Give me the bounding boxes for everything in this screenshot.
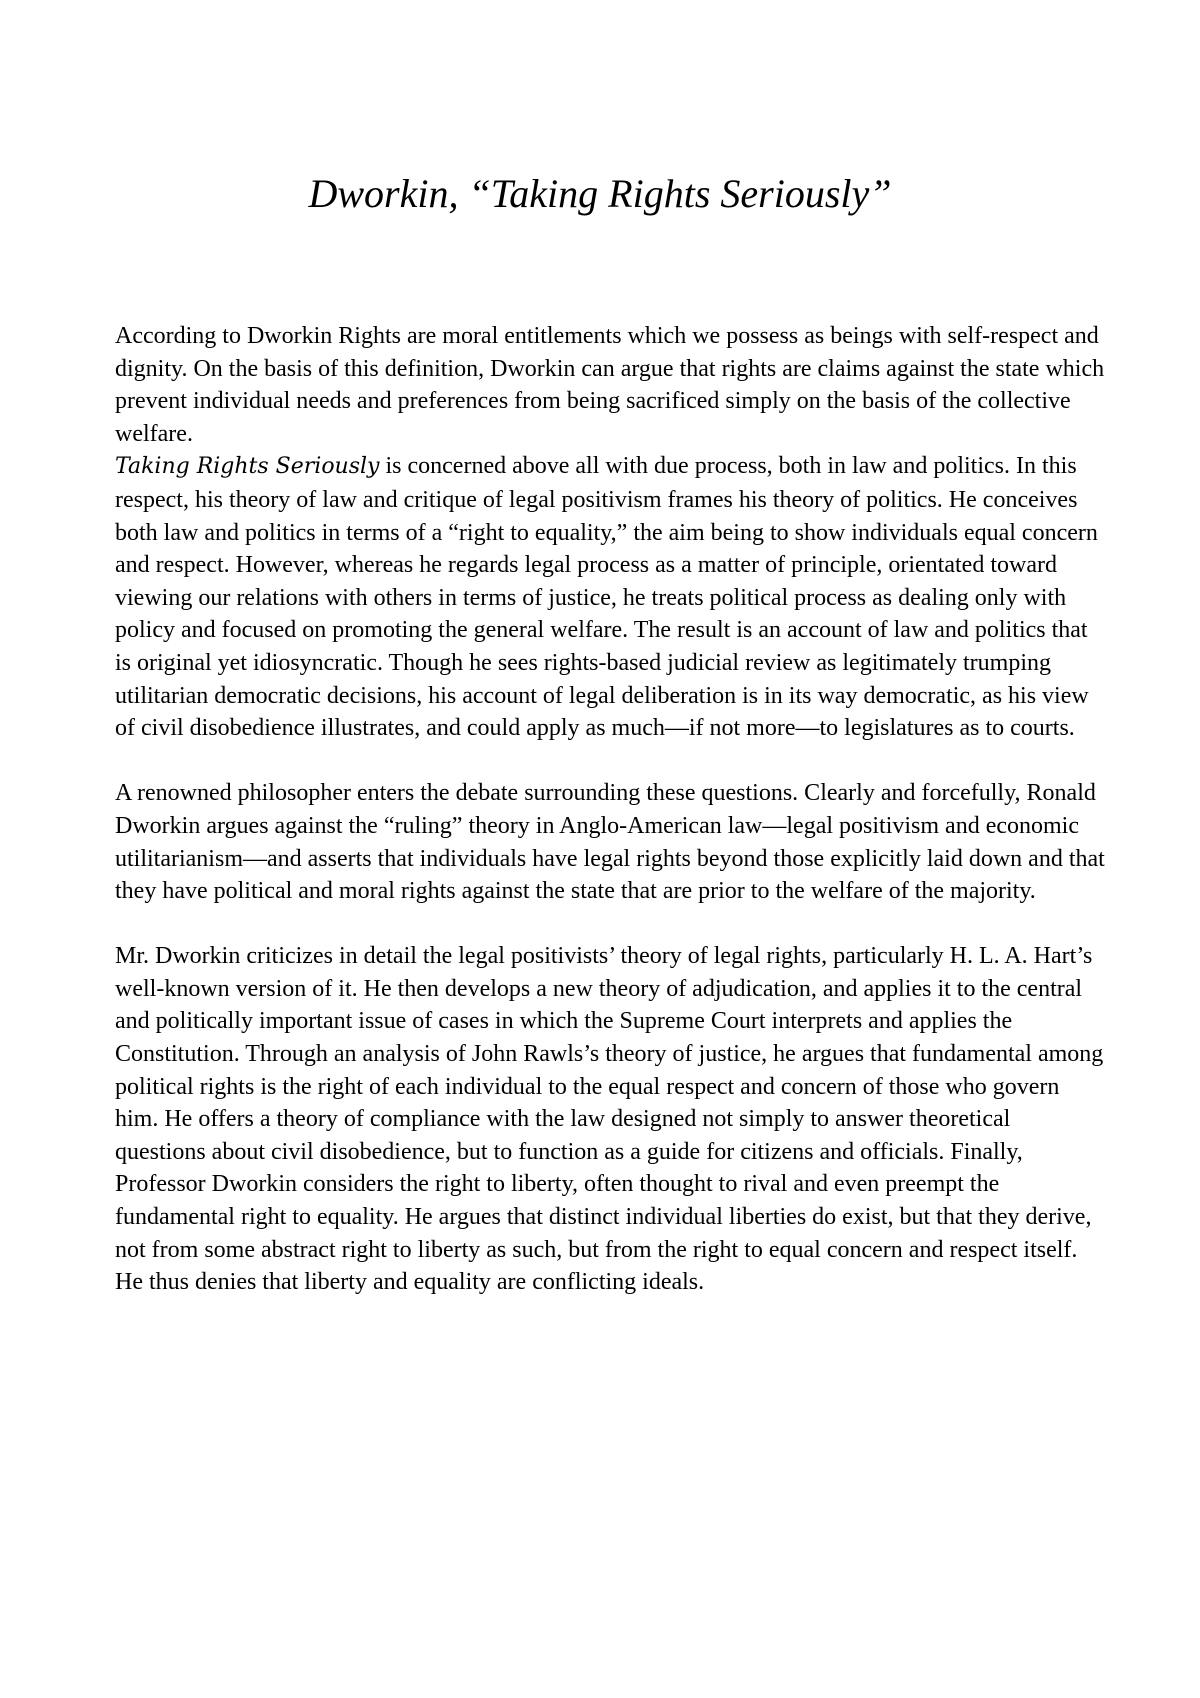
paragraph-2 — [115, 450, 1105, 744]
paragraph-2-text: is concerned above all with due process, both in law and politics. In this respect, his theory of law and critique of legal positivism frames his theory of politics. He conceives both law and politics in terms of a “right to equality,” the aim being to show individuals equal concern and respect. However, whereas he regards legal process as a matter of principle, orientated toward viewing our relations with others in terms of justice, he treats political process as dealing only with policy and focused on promoting the general welfare. The result is an account of law and politics that is original yet idiosyncratic. Though he sees rights-based judicial review as legitimately trumping utilitarian democratic decisions, his account of legal deliberation is in its way democratic, as his view of civil disobedience illustrates, and could apply as much—if not more—to legislatures as to courts. — [115, 453, 1098, 742]
paragraph-4: Mr. Dworkin criticizes in detail the legal positivists’ theory of legal rights, particularly H. L. A. Hart’s well-known version of it. He then develops a new theory of adjudication, and applies it to the central and politically important issue of cases in which the Supreme Court interprets and applies the Constitution. Through an analysis of John Rawls’s theory of justice, he argues that fundamental among political rights is the right of each individual to the equal respect and concern of those who govern him. He offers a theory of compliance with the law designed not simply to answer theoretical questions about civil disobedience, but to function as a guide for citizens and officials. Finally, Professor Dworkin considers the right to liberty, often thought to rival and even preempt the fundamental right to equality. He argues that distinct individual liberties do exist, but that they derive, not from some abstract right to liberty as such, but from the right to equal concern and respect itself. He thus denies that liberty and equality are conflicting ideals. — [115, 943, 1104, 1296]
paragraph-1: According to Dworkin Rights are moral entitlements which we possess as beings with self-respect and dignity. On the basis of this definition, Dworkin can argue that rights are claims against the state which prevent individual needs and preferences from being sacrificed simply on the basis of the collective welfare. — [115, 323, 1105, 447]
document-body — [115, 320, 1105, 1299]
paragraph-3: A renowned philosopher enters the debate surrounding these questions. Clearly and forcefully, Ronald Dworkin argues against the “ruling” theory in Anglo-American law—legal positivism and economic utilitarianism—and asserts that individuals have legal rights beyond those explicitly laid down and that they have political and moral rights against the state that are prior to the welfare of the majority. — [115, 780, 1105, 905]
document-title: Dworkin, “Taking Rights Seriously” — [308, 171, 892, 216]
book-title: Taking Rights Seriously — [115, 454, 380, 480]
